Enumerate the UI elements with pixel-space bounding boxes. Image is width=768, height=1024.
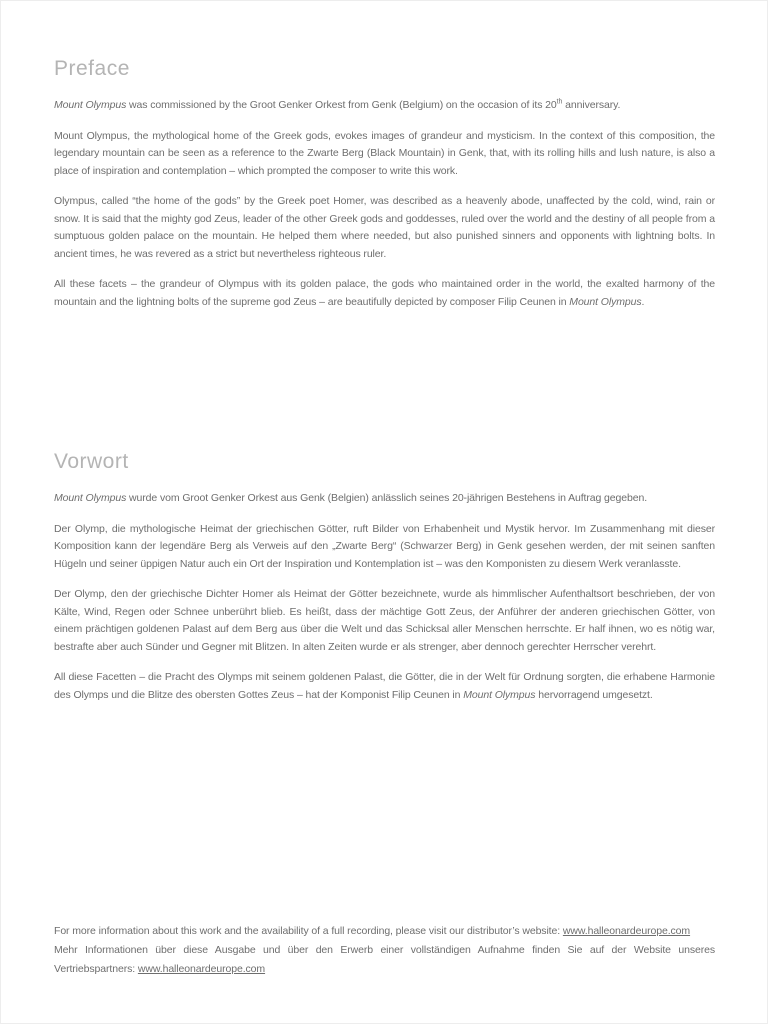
preface-paragraph-2: Mount Olympus, the mythological home of the Greek gods, evokes images of grandeur and mysticism. In the context of this composition, the legendary mountain can be seen as a reference to the Zwarte Berg (Black Mountain) in Genk, that, with its rolling hills and lush nature, is also a place of inspiration and contemplation – which prompted the composer to write this work. <box>54 129 715 177</box>
preface-heading: Preface <box>54 57 130 80</box>
preface-section <box>54 56 715 324</box>
preface-paragraph-3: Olympus, called “the home of the gods” by the Greek poet Homer, was described as a heavenly abode, unaffected by the cold, wind, rain or snow. It is said that the mighty god Zeus, leader of the other Greek gods and goddesses, ruled over the world and the destiny of all people from a sumptuous golden palace on the mountain. He helped them where needed, but also punished sinners and opponents with lightning bolts. In ancient times, he was revered as a strict but nevertheless righteous ruler. <box>54 195 715 260</box>
vorwort-paragraph-4: All diese Facetten – die Pracht des Olymps mit seinem goldenen Palast, die Götter, die in der Welt für Ordnung sorgten, die erhabene Harmonie des Olymps und die Blitze des obersten Gottes Zeus – hat der Komponist Filip Ceunen in Mount Olympus hervorragend umgesetzt. <box>54 671 715 701</box>
footer-paragraph-en: For more information about this work and the availability of a full recording, please visit our distributor’s website: www.halleonardeurope.com <box>54 925 691 937</box>
distributor-website-link-de[interactable]: www.halleonardeurope.com <box>137 962 266 975</box>
vorwort-paragraph-2: Der Olymp, die mythologische Heimat der griechischen Götter, ruft Bilder von Erhabenheit und Mystik hervor. Im Zusammenhang mit dieser Komposition kann der legendäre Berg als Verweis auf den „Zwarte Berg“ (Schwarzer Berg) in Genk gesehen werden, der mit seinen sanften Hügeln und seiner üppigen Natur auch ein Ort der Inspiration und Kontemplation ist – was den Komponisten zu diesem Werk veranlasste. <box>54 522 715 570</box>
vorwort-section <box>54 449 715 717</box>
vorwort-paragraph-3: Der Olymp, den der griechische Dichter Homer als Heimat der Götter bezeichnete, wurde als himmlischer Aufenthaltsort beschrieben, der von Kälte, Wind, Regen oder Schnee unberührt blieb. Es heißt, dass der mächtige Gott Zeus, der Anführer der anderen griechischen Götter, von einem prächtigen goldenen Palast auf dem Berg aus über die Welt und das Schicksal aller Menschen herrschte. Er half ihnen, wo es nötig war, bestrafte aber auch Sünder und Gegner mit Blitzen. In alten Zeiten wurde er als strenger, aber dennoch gerechter Herrscher verehrt. <box>54 588 715 653</box>
distributor-website-link-en[interactable]: www.halleonardeurope.com <box>562 925 691 937</box>
vorwort-paragraph-1: Mount Olympus wurde vom Groot Genker Orkest aus Genk (Belgien) anlässlich seines 20-jährigen Bestehens in Auftrag gegeben. <box>54 492 648 504</box>
vorwort-heading: Vorwort <box>54 450 129 473</box>
footer <box>54 922 715 978</box>
preface-paragraph-1: Mount Olympus was commissioned by the Groot Genker Orkest from Genk (Belgium) on the occasion of its 20th anniversary. <box>54 98 621 111</box>
preface-paragraph-4: All these facets – the grandeur of Olympus with its golden palace, the gods who maintained order in the world, the exalted harmony of the mountain and the lightning bolts of the supreme god Zeus – are beautifully depicted by composer Filip Ceunen in Mount Olympus. <box>54 278 715 308</box>
footer-paragraph-de: Mehr Informationen über diese Ausgabe und über den Erwerb einer vollständigen Aufnahme finden Sie auf der Website unseres Vertriebspartners: www.halleonardeurope.com <box>54 943 715 975</box>
